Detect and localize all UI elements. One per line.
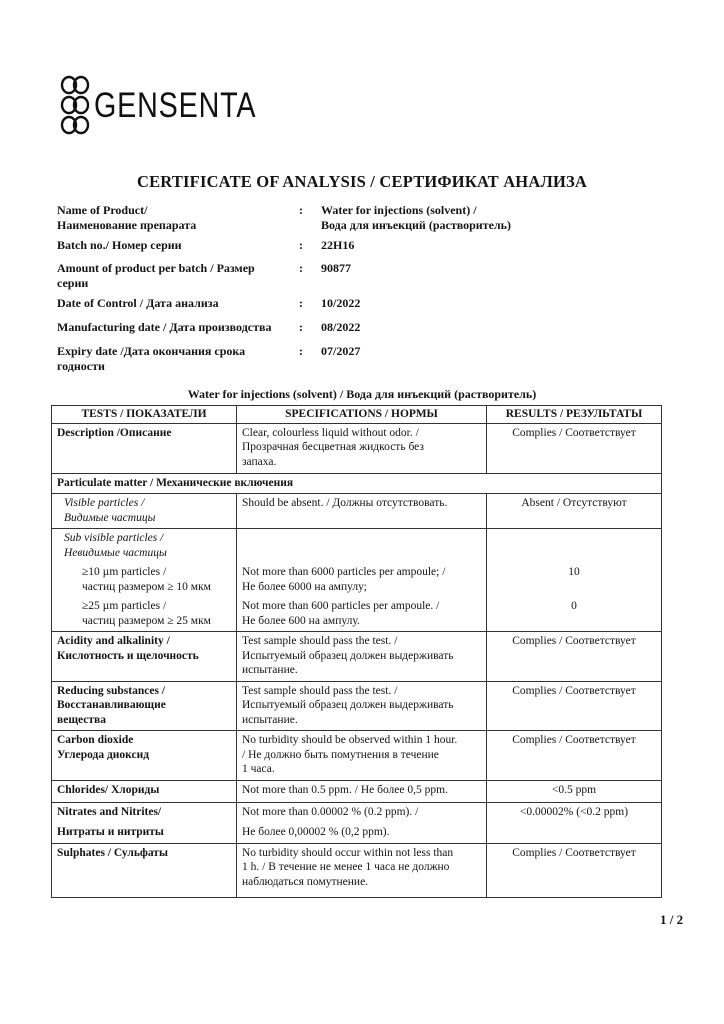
table-row (52, 597, 662, 632)
spec-line: Испытуемый образец должен выдерживать (242, 649, 454, 662)
table-row (52, 529, 662, 564)
result-p10: 10 (487, 563, 662, 597)
spec-p10 (237, 563, 487, 597)
result-sulphates: Complies / Соответствует (487, 843, 662, 897)
test-line: ≥25 µm particles / (82, 600, 167, 612)
test-line: Nitrates and Nitrites/ (57, 805, 162, 818)
test-line: частиц размером ≥ 10 мкм (82, 580, 211, 593)
table-row (52, 681, 662, 731)
spec-line: Not more than 600 particles per ampoule. / (242, 600, 440, 612)
table-header-row (52, 406, 662, 424)
spec-line: Не более 0,00002 % (0,2 ppm). (242, 826, 390, 838)
spec-line: Not more than 0.00002 % (0.2 ppm). / (242, 805, 419, 818)
table-row (52, 802, 662, 843)
test-line: Sub visible particles / (64, 532, 164, 544)
test-carbon-dioxide (52, 731, 237, 781)
product-name-label-en: Name of Product/ (57, 203, 148, 217)
test-line: Нитраты и нитриты (57, 826, 164, 838)
result-reducing: Complies / Соответствует (487, 681, 662, 731)
spec-line: Clear, colourless liquid without odor. / (242, 426, 419, 439)
test-subvisible-particles (52, 529, 237, 564)
table-row (52, 843, 662, 897)
spec-line: наблюдаться помутнение. (242, 875, 369, 888)
test-description: Description /Описание (52, 423, 237, 473)
date-control-label: Date of Control / Дата анализа (57, 296, 219, 310)
product-name-value-en: Water for injections (solvent) / (321, 203, 477, 217)
test-acidity (52, 632, 237, 682)
manufacturing-date-value: 08/2022 (321, 320, 361, 334)
spec-line: No turbidity should occur within not less than (242, 846, 454, 859)
spec-line: Испытуемый образец должен выдерживать (242, 699, 454, 711)
colon: : (299, 261, 303, 275)
spec-line: 1 часа. (242, 763, 275, 775)
spec-line: испытание. (242, 664, 298, 676)
spec-sulphates (237, 843, 487, 897)
result-acidity: Complies / Соответствует (487, 632, 662, 682)
batch-label: Batch no./ Номер серии (57, 238, 182, 252)
test-line: ≥10 µm particles / (82, 566, 167, 578)
header-specifications: SPECIFICATIONS / НОРМЫ (237, 406, 487, 424)
amount-value: 90877 (321, 261, 351, 275)
test-line: Углерода диоксид (57, 748, 150, 761)
spec-line: 1 h. / В течение не менее 1 часа не должно (242, 861, 450, 873)
spec-line: Не более 600 на ампулу. (242, 614, 360, 627)
test-reducing (52, 681, 237, 731)
spec-reducing (237, 681, 487, 731)
test-sulphates: Sulphates / Сульфаты (52, 843, 237, 897)
table-row (52, 423, 662, 473)
expiry-label-line2: годности (57, 359, 105, 373)
result-description: Complies / Соответствует (487, 423, 662, 473)
spec-carbon-dioxide (237, 731, 487, 781)
expiry-value: 07/2027 (321, 344, 361, 358)
batch-value: 22H16 (321, 238, 355, 252)
product-name-label-ru: Наименование препарата (57, 218, 197, 232)
expiry-label-line1: Expiry date /Дата окончания срока (57, 344, 246, 358)
test-line: частиц размером ≥ 25 мкм (82, 614, 211, 627)
colon: : (299, 344, 303, 358)
table-caption: Water for injections (solvent) / Вода для инъекций (растворитель) (187, 387, 537, 401)
colon: : (299, 238, 303, 252)
header-results: RESULTS / РЕЗУЛЬТАТЫ (487, 406, 662, 424)
test-line: Acidity and alkalinity / (57, 635, 170, 647)
page-number: 1 / 2 (660, 912, 684, 927)
table-row (52, 494, 662, 529)
certificate-title: CERTIFICATE OF ANALYSIS / СЕРТИФИКАТ АНАЛИЗА (136, 172, 588, 191)
table-row (52, 731, 662, 781)
result-chlorides: <0.5 ppm (487, 780, 662, 802)
result-carbon-dioxide: Complies / Соответствует (487, 731, 662, 781)
test-line: Кислотность и щелочность (57, 649, 199, 662)
spec-line: запаха. (242, 455, 277, 468)
manufacturing-date-label: Manufacturing date / Дата производства (57, 320, 272, 334)
test-p10 (52, 563, 237, 597)
test-line: вещества (57, 713, 106, 726)
particulate-section-title: Particulate matter / Механические включения (52, 473, 662, 494)
test-line: Восстанавливающие (57, 699, 166, 711)
spec-line: испытание. (242, 713, 298, 726)
test-line: Невидимые частицы (64, 546, 167, 559)
test-chlorides: Chlorides/ Хлориды (52, 780, 237, 802)
test-line: Carbon dioxide (57, 734, 134, 746)
company-logo (58, 74, 292, 136)
table-row (52, 563, 662, 597)
spec-line: Test sample should pass the test. / (242, 635, 398, 647)
table-row (52, 780, 662, 802)
section-row (52, 473, 662, 494)
amount-label-line2: серии (57, 276, 89, 290)
table-row (52, 632, 662, 682)
colon: : (299, 296, 303, 310)
test-line: Reducing substances / (57, 684, 165, 697)
date-control-value: 10/2022 (321, 296, 361, 310)
header-tests: TESTS / ПОКАЗАТЕЛИ (52, 406, 237, 424)
amount-label-line1: Amount of product per batch / Размер (57, 261, 255, 275)
test-visible-particles (52, 494, 237, 529)
product-name-value-ru: Вода для инъекций (растворитель) (321, 218, 512, 232)
spec-p25 (237, 597, 487, 632)
spec-description (237, 423, 487, 473)
spec-nitrates (237, 802, 487, 843)
dna-helix-icon (58, 74, 92, 136)
test-line: Visible particles / (64, 497, 145, 509)
result-p25: 0 (487, 597, 662, 632)
test-line: Видимые частицы (64, 511, 156, 524)
spec-acidity (237, 632, 487, 682)
result-nitrates: <0.00002% (<0.2 ppm) (487, 802, 662, 843)
brand-name: GENSENTA (94, 85, 257, 125)
colon: : (299, 203, 303, 217)
spec-line: Test sample should pass the test. / (242, 684, 398, 697)
spec-line: / Не должно быть помутнения в течение (242, 748, 439, 761)
spec-line: Не более 6000 на ампулу; (242, 580, 367, 593)
analysis-table (51, 405, 662, 898)
spec-chlorides: Not more than 0.5 ppm. / Не более 0,5 ppm. (237, 780, 487, 802)
colon: : (299, 320, 303, 334)
spec-line: Not more than 6000 particles per ampoule; / (242, 566, 446, 578)
spec-line: Прозрачная бесцветная жидкость без (242, 441, 424, 453)
spec-line: No turbidity should be observed within 1 hour. (242, 734, 458, 746)
spec-visible-particles: Should be absent. / Должны отсутствовать. (237, 494, 487, 529)
test-nitrates (52, 802, 237, 843)
result-visible-particles: Absent / Отсутствуют (487, 494, 662, 529)
test-p25 (52, 597, 237, 632)
